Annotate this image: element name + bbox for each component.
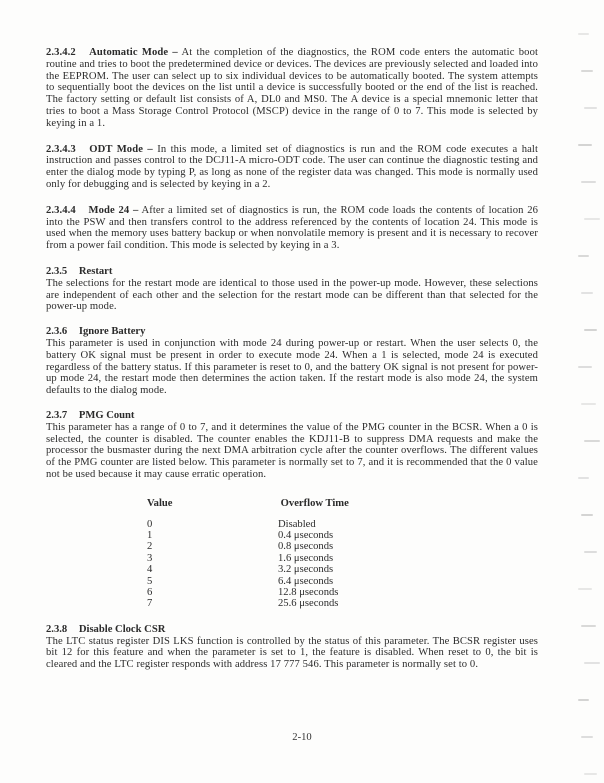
binding-mark — [578, 144, 592, 146]
cell-overflow-time: 6.4 μseconds — [278, 575, 334, 587]
binding-mark — [581, 514, 593, 516]
section-disable-clock-csr — [46, 624, 538, 671]
section-text: In this mode, a limited set of diagnostics is run and the ROM code executes a halt instruction and passes control to the DCJ11-A micro-ODT code. The user can continue the diagnostic testing and enter the dialog mode by typing P, as long as none of the register data was changed. This mode is normally used only for debugging and is selected by keying in a 2. — [46, 143, 539, 190]
section-mode-24 — [46, 205, 538, 252]
section-title: Automatic Mode – — [89, 47, 178, 58]
binding-mark — [584, 551, 597, 553]
section-odt-mode — [46, 144, 538, 191]
cell-value: 4 — [147, 564, 153, 576]
section-title: PMG Count — [78, 409, 135, 421]
section-restart — [46, 266, 538, 313]
pmg-table — [46, 498, 538, 610]
binding-mark — [584, 773, 597, 775]
section-number: 2.3.7 — [46, 409, 68, 421]
section-title: ODT Mode – — [89, 143, 153, 155]
table-row — [46, 519, 538, 530]
cell-value: 5 — [147, 575, 153, 587]
table-row — [46, 541, 538, 552]
section-text: This parameter has a range of 0 to 7, and it determines the value of the PMG counter in the BCSR. When a 0 is selected, the counter is disabled. The counter enables the KDJ11-B to suppress DMA requests and make the processor the busmaster during the next DMA arbitration cycle after the counter overflows. The different values of the PMG counter are listed below. This parameter is normally set to 7, and it is recommended that the 0 value not be used because it may cause erratic operation. — [46, 421, 538, 480]
pmg-table-header — [46, 498, 538, 510]
binding-mark — [578, 699, 589, 701]
section-number: 2.3.5 — [46, 265, 68, 277]
table-row — [46, 530, 538, 541]
section-heading — [46, 266, 538, 278]
cell-overflow-time: 0.4 μseconds — [278, 529, 334, 541]
cell-overflow-time: 25.6 μseconds — [278, 598, 339, 610]
section-automatic-mode — [46, 47, 538, 130]
cell-value: 7 — [147, 598, 153, 610]
page-number: 2-10 — [292, 732, 312, 743]
cell-overflow-time: 1.6 μseconds — [278, 552, 334, 564]
binding-mark — [581, 403, 596, 405]
section-ignore-battery — [46, 326, 538, 397]
binding-mark — [584, 107, 597, 109]
binding-mark — [578, 477, 589, 479]
column-header-overflow-time: Overflow Time — [280, 497, 349, 509]
text-block — [46, 47, 538, 684]
section-text: At the completion of the diagnostics, the ROM code enters the automatic boot routine and tries to boot the predetermined device or devices. The devices are previously selected and loaded into the EEPROM. The user can select up to six individual devices to be automatically booted. The system attempts to sequentially boot the devices on the list until a device is successfully booted or the end of the list is reached. The factory setting or default list consists of A, DL0 and MS0. The A device is a special mnemonic letter that tries to boot a Mass Storage Control Protocol (MSCP) device in the range of 0 to 7. This mode is selected by keying in a 1. — [46, 47, 539, 129]
section-paragraph — [46, 144, 538, 191]
section-title: Ignore Battery — [78, 326, 146, 338]
binding-mark — [584, 218, 600, 220]
section-title: Disable Clock CSR — [78, 623, 166, 635]
section-text: This parameter is used in conjunction with mode 24 during power-up or restart. When the user selects 0, the battery OK signal must be present in order to execute mode 24. When a 1 is selected, mode 24 is executed regardless of the battery status. If this parameter is reset to 0, and the battery OK signal is not present for power-up mode 24, the restart mode then determines the action taken. If the restart mode is also mode 24, the system defaults to the dialog mode. — [46, 337, 538, 397]
section-number: 2.3.8 — [46, 623, 68, 635]
cell-value: 0 — [147, 518, 153, 530]
section-paragraph — [46, 47, 538, 130]
binding-mark — [584, 662, 600, 664]
section-text: The LTC status register DIS LKS function is controlled by the status of this parameter. The BCSR register uses bit 12 for this feature and when the parameter is set to 1, the feature is disabled. When reset to 0, the bit is cleared and the LTC register responds with address 17 777 546. This parameter is normally set to 0. — [46, 635, 538, 671]
section-number: 2.3.4.3 — [46, 143, 76, 155]
binding-mark — [578, 33, 589, 35]
binding-mark — [581, 70, 593, 72]
column-header-value: Value — [147, 497, 173, 509]
binding-mark — [584, 329, 597, 331]
section-text: After a limited set of diagnostics is run, the ROM code loads the contents of location 26 into the PSW and then transfers control to the address referenced by the contents of location 24. This mode is used when the memory uses battery backup or when nonvolatile memory is present and it is necessary to recover from a power fail condition. This mode is selected by keying in a 3. — [46, 204, 538, 252]
cell-overflow-time: 12.8 μseconds — [278, 586, 339, 598]
binding-mark — [578, 255, 589, 257]
section-heading — [46, 410, 538, 422]
section-heading — [46, 624, 538, 636]
section-heading — [46, 326, 538, 338]
binding-mark — [581, 292, 593, 294]
section-number: 2.3.4.4 — [46, 204, 76, 216]
table-row — [46, 598, 538, 609]
cell-overflow-time: Disabled — [278, 518, 316, 530]
cell-overflow-time: 0.8 μseconds — [278, 541, 334, 553]
binding-mark — [578, 588, 592, 590]
binding-mark — [584, 440, 600, 442]
section-paragraph — [46, 205, 538, 252]
section-number: 2.3.4.2 — [46, 47, 76, 58]
pmg-table-rows — [46, 519, 538, 610]
binding-mark — [581, 181, 596, 183]
section-text: The selections for the restart mode are identical to those used in the power-up mode. However, these selections are independent of each other and the selection for the restart mode can be different than that selected for the power-up mode. — [46, 277, 538, 313]
cell-value: 2 — [147, 541, 153, 553]
section-number: 2.3.6 — [46, 326, 68, 338]
table-row — [46, 576, 538, 587]
binding-mark — [581, 625, 596, 627]
binding-mark — [578, 366, 592, 368]
section-title: Mode 24 – — [88, 204, 139, 216]
cell-value: 6 — [147, 586, 153, 598]
section-pmg-count — [46, 410, 538, 481]
cell-value: 3 — [147, 552, 153, 564]
cell-overflow-time: 3.2 μseconds — [278, 564, 334, 576]
section-title: Restart — [78, 265, 113, 277]
table-row — [46, 564, 538, 575]
table-row — [46, 553, 538, 564]
table-row — [46, 587, 538, 598]
cell-value: 1 — [147, 529, 153, 541]
